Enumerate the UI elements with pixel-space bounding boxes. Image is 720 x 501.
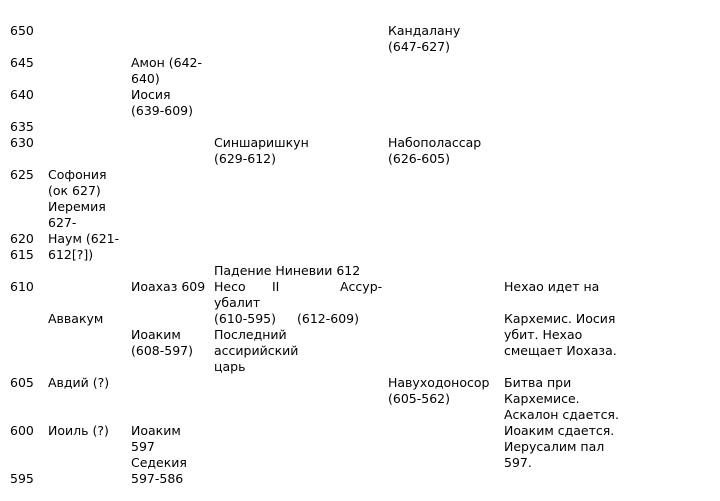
king-ioahaz: Иоахаз 609	[131, 279, 206, 294]
year-label: 650	[10, 23, 34, 38]
king-ioakim-597: Иоаким	[131, 423, 181, 438]
prophet-sofonia-dates: (ок 627)	[48, 183, 101, 198]
king-nabopolassar: Набополассар	[388, 135, 482, 150]
year-label: 620	[10, 231, 34, 246]
prophet-sofonia: Софония	[48, 167, 107, 182]
event-text: Иоаким сдается.	[504, 423, 615, 438]
king-navuhodonosor-dates: (605-562)	[388, 391, 450, 406]
king-assur-dates: (612-609)	[297, 311, 359, 326]
event-nineveh-fall: Падение Ниневии 612	[214, 263, 361, 278]
king-ubalit-dates: (610-595)	[214, 311, 276, 326]
king-amon: Амон (642-	[131, 55, 203, 70]
event-text: 597.	[504, 455, 532, 470]
king-neso: Несо	[214, 279, 246, 294]
king-ioakim-597-date: 597	[131, 439, 155, 454]
king-navuhodonosor: Навуходоносор	[388, 375, 490, 390]
king-amon-dates: 640)	[131, 71, 160, 86]
king-iosia: Иосия	[131, 87, 171, 102]
event-text: Иерусалим пал	[504, 439, 605, 454]
year-label: 605	[10, 375, 34, 390]
prophet-avdiy: Авдий (?)	[48, 375, 110, 390]
year-label: 610	[10, 279, 34, 294]
event-text: убит. Нехао	[504, 327, 583, 342]
year-label: 645	[10, 55, 34, 70]
king-assur: Ассур-	[340, 279, 383, 294]
event-text: Аскалон сдается.	[504, 407, 619, 422]
note-last-king: ассирийский	[214, 343, 299, 358]
note-last-king: царь	[214, 359, 246, 374]
prophet-ioil: Иоиль (?)	[48, 423, 109, 438]
king-kandalanu: Кандалану	[388, 23, 461, 38]
year-label: 595	[10, 471, 34, 486]
king-nabopolassar-dates: (626-605)	[388, 151, 450, 166]
king-ioakim: Иоаким	[131, 327, 181, 342]
king-sedekia-dates: 597-586	[131, 471, 184, 486]
event-text: Нехао идет на	[504, 279, 600, 294]
year-label: 615	[10, 247, 34, 262]
king-ii: II	[272, 279, 280, 294]
prophet-naum-dates: 612[?])	[48, 247, 94, 262]
king-ioakim-dates: (608-597)	[131, 343, 193, 358]
prophet-naum: Наум (621-	[48, 231, 120, 246]
year-label: 625	[10, 167, 34, 182]
prophet-ieremia: Иеремия	[48, 199, 106, 214]
event-text: Кархемис. Иосия	[504, 311, 616, 326]
prophet-avvakum: Аввакум	[48, 311, 104, 326]
king-ubalit: убалит	[214, 295, 261, 310]
year-label: 640	[10, 87, 34, 102]
king-kandalanu-dates: (647-627)	[388, 39, 450, 54]
year-label: 635	[10, 119, 34, 134]
king-iosia-dates: (639-609)	[131, 103, 193, 118]
king-sinsharishkun: Синшаришкун	[214, 135, 309, 150]
event-text: смещает Иохаза.	[504, 343, 617, 358]
year-label: 600	[10, 423, 34, 438]
event-text: Кархемисе.	[504, 391, 580, 406]
year-label: 630	[10, 135, 34, 150]
king-sedekia: Седекия	[131, 455, 187, 470]
event-text: Битва при	[504, 375, 572, 390]
note-last-king: Последний	[214, 327, 287, 342]
prophet-ieremia-dates: 627-	[48, 215, 77, 230]
king-sinsharishkun-dates: (629-612)	[214, 151, 276, 166]
